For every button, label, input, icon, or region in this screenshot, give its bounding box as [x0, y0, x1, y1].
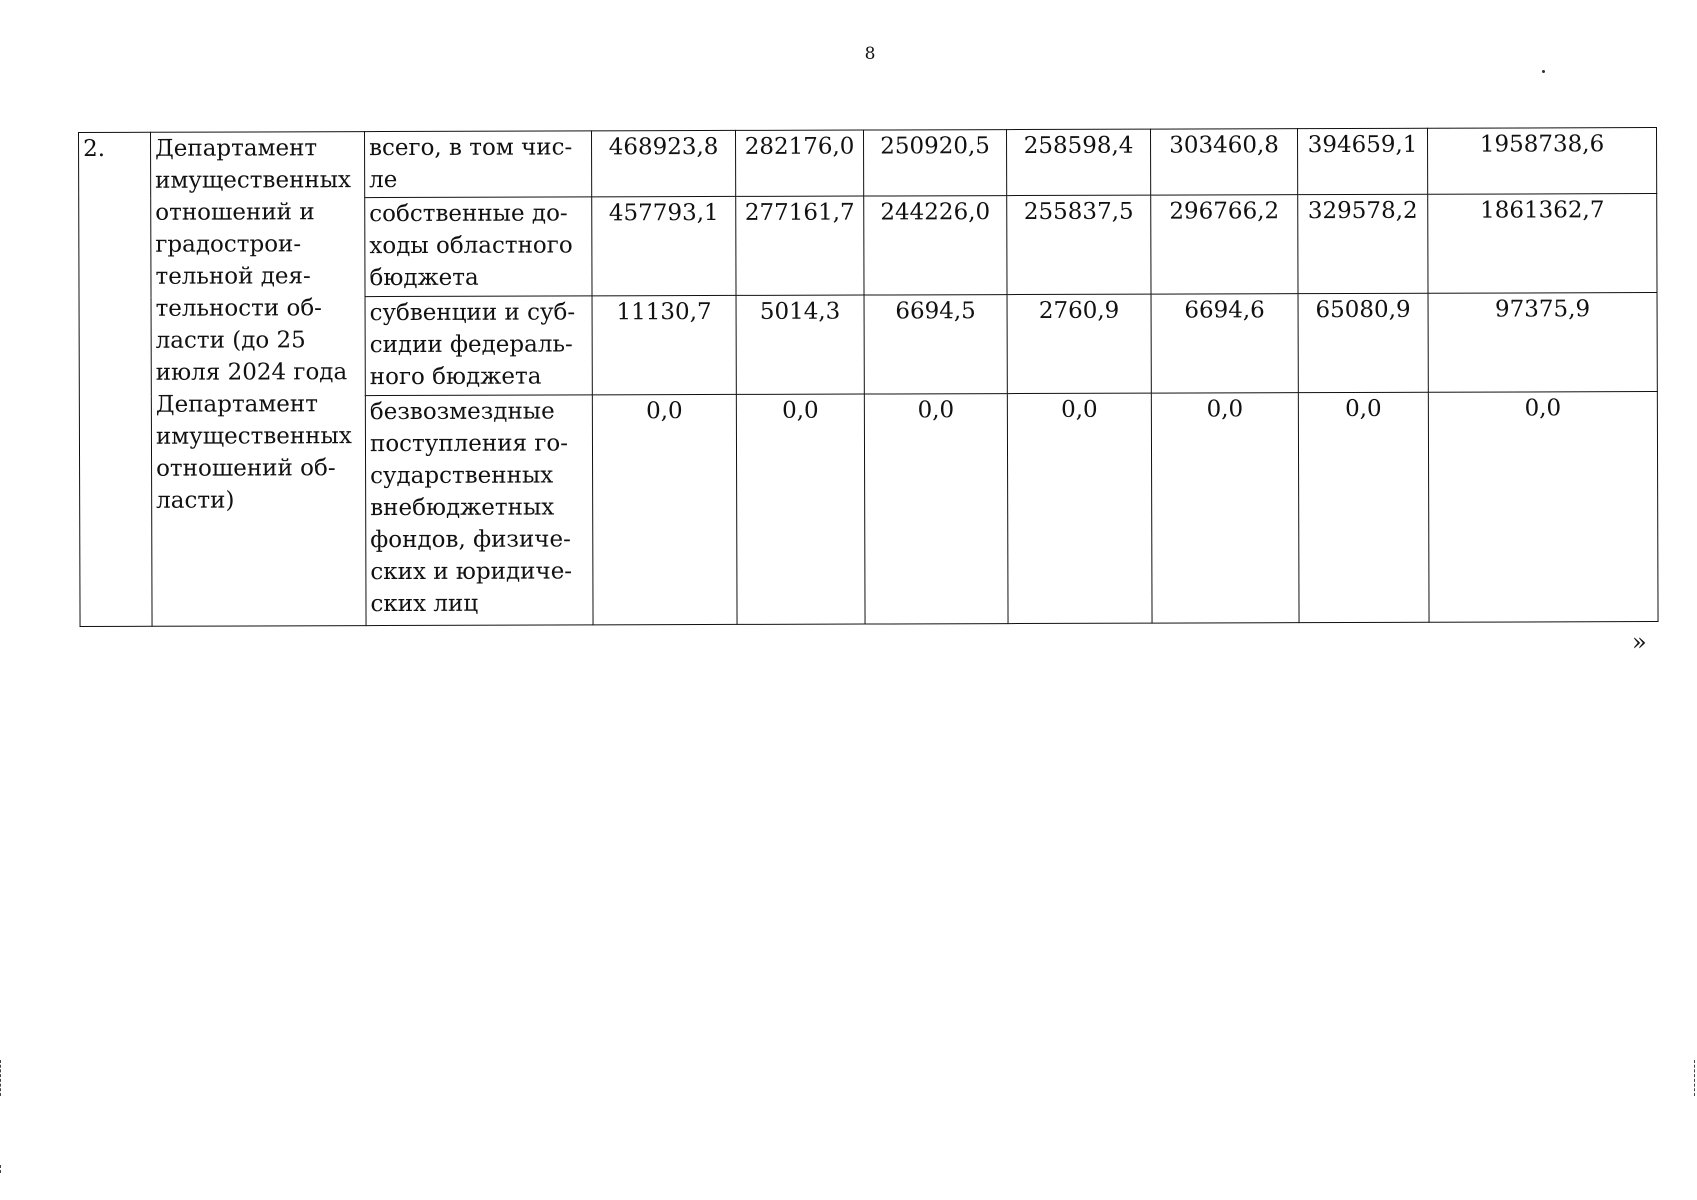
- department-line: тельности об-: [155, 295, 322, 322]
- funding-type-line: ле: [369, 166, 398, 194]
- value-cell: 0,0: [592, 394, 737, 624]
- department-line: Департамент: [155, 135, 318, 162]
- page-number: 8: [864, 44, 876, 64]
- funding-type-line: ходы областного: [369, 232, 573, 260]
- value-cell: 65080,9: [1298, 293, 1428, 392]
- funding-type-line: поступления го-: [369, 430, 569, 458]
- department-line: тельной дея-: [155, 263, 311, 290]
- total-cell: 1861362,7: [1428, 194, 1657, 294]
- total-cell: 0,0: [1428, 392, 1658, 623]
- funding-type: [365, 395, 593, 626]
- scan-speck: [1542, 70, 1545, 73]
- department-line: отношений об-: [156, 455, 336, 482]
- value-cell: 303460,8: [1150, 129, 1297, 195]
- funding-type-line: внебюджетных: [370, 494, 555, 522]
- department-line: ласти (до 25: [155, 327, 306, 354]
- funding-type-line: сударственных: [370, 462, 554, 490]
- funding-type: [365, 296, 592, 396]
- table-row: [79, 128, 1657, 199]
- value-cell: 6694,6: [1151, 294, 1298, 393]
- value-cell: 0,0: [864, 394, 1008, 624]
- scan-edge-mark-left: [0, 1165, 7, 1173]
- value-cell: 6694,5: [864, 295, 1007, 394]
- value-cell: 329578,2: [1298, 194, 1428, 293]
- value-cell: 258598,4: [1006, 129, 1150, 195]
- value-cell: 457793,1: [592, 196, 736, 295]
- value-cell: 255837,5: [1007, 195, 1151, 294]
- funding-type-line: ских лиц: [370, 590, 479, 618]
- funding-type-line: ских и юридиче-: [370, 558, 573, 586]
- department-line: отношений и: [155, 199, 315, 226]
- department-line: ласти): [156, 487, 235, 514]
- value-cell: 244226,0: [864, 196, 1007, 295]
- funding-type-line: фондов, физиче-: [370, 526, 571, 554]
- value-cell: 250920,5: [863, 130, 1006, 196]
- value-cell: 0,0: [1151, 393, 1299, 623]
- scan-edge-mark-left: [0, 1060, 7, 1096]
- closing-quote: »: [1632, 628, 1647, 656]
- funding-type-line: ного бюджета: [369, 363, 542, 391]
- total-cell: 1958738,6: [1427, 128, 1656, 195]
- funding-type-line: бюджета: [369, 264, 479, 292]
- funding-type: [365, 131, 592, 198]
- funding-type-line: безвозмездные: [369, 398, 555, 426]
- value-cell: 468923,8: [591, 130, 735, 196]
- value-cell: 0,0: [1298, 392, 1429, 622]
- value-cell: 394659,1: [1297, 128, 1427, 194]
- department-name: [151, 132, 367, 627]
- funding-type-line: всего, в том чис-: [369, 134, 573, 162]
- total-cell: 97375,9: [1428, 293, 1657, 393]
- funding-type-line: субвенции и суб-: [369, 299, 576, 327]
- value-cell: 2760,9: [1007, 294, 1151, 393]
- department-line: градострои-: [155, 231, 302, 258]
- funding-type-line: сидии федераль-: [369, 331, 573, 359]
- department-line: имущественных: [155, 423, 352, 450]
- value-cell: 11130,7: [592, 295, 736, 394]
- row-number: 2.: [79, 132, 153, 626]
- value-cell: 5014,3: [736, 295, 864, 394]
- department-line: Департамент: [155, 391, 318, 418]
- department-line: имущественных: [155, 167, 352, 194]
- department-line: июля 2024 года: [155, 359, 348, 386]
- funding-type: [365, 197, 592, 297]
- budget-table: [78, 127, 1659, 627]
- value-cell: 0,0: [736, 394, 865, 624]
- value-cell: 277161,7: [736, 196, 864, 295]
- value-cell: 282176,0: [735, 130, 863, 196]
- funding-type-line: собственные до-: [369, 200, 568, 228]
- value-cell: 0,0: [1007, 393, 1152, 623]
- value-cell: 296766,2: [1151, 195, 1298, 294]
